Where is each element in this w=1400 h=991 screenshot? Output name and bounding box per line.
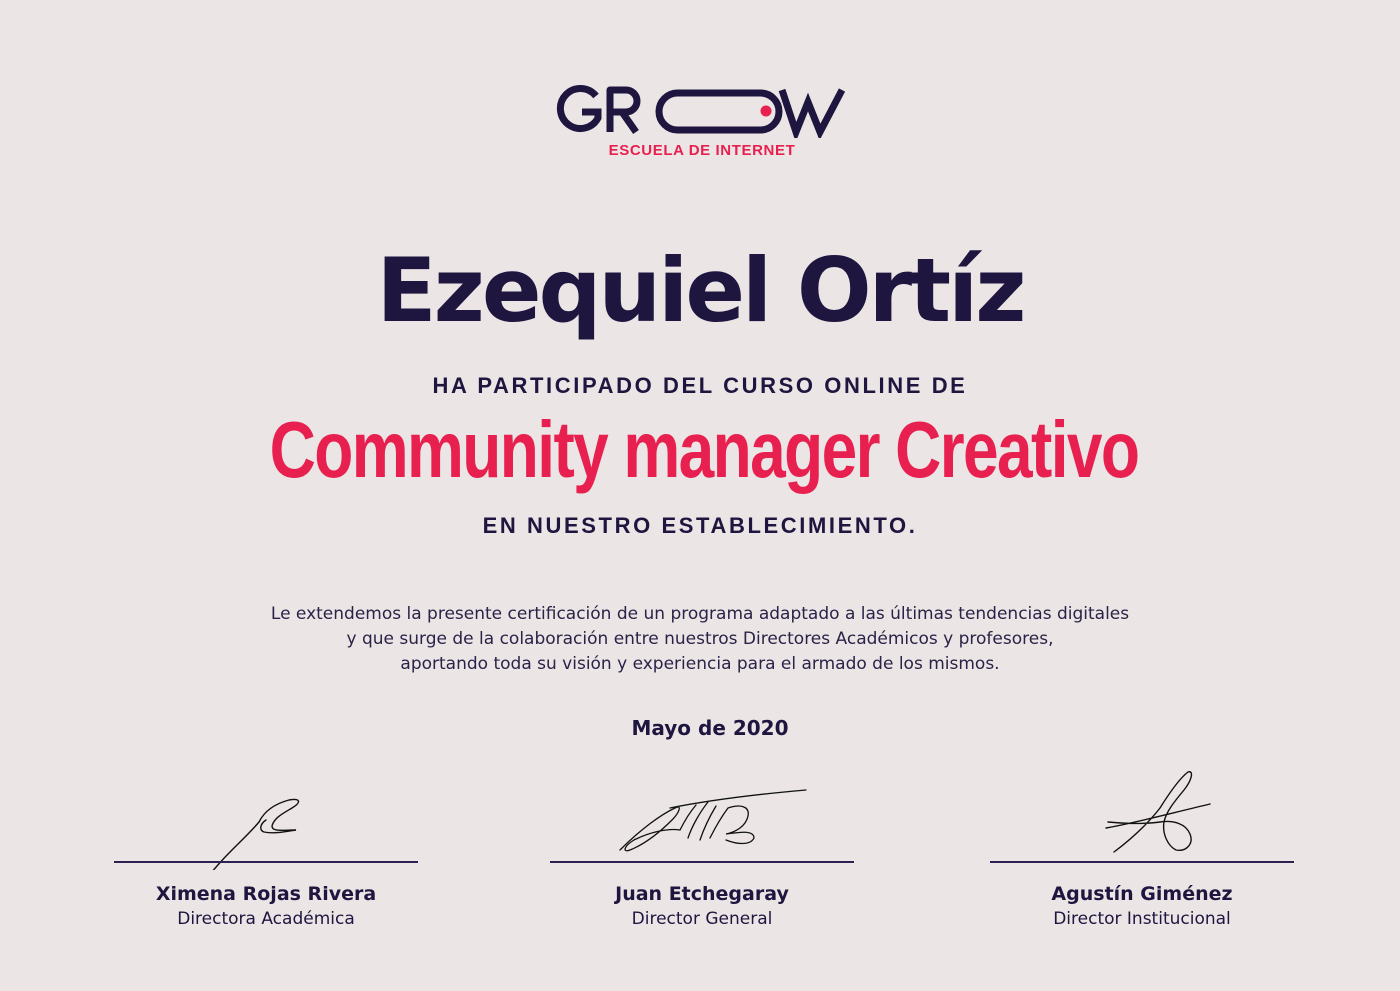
- signature-block-academic: [114, 760, 418, 940]
- establishment-statement: EN NUESTRO ESTABLECIMIENTO.: [482, 513, 918, 538]
- course-title: Community manager Creativo: [269, 405, 1139, 494]
- recipient-name: Ezequiel Ortíz: [376, 239, 1024, 342]
- signature-line: [114, 861, 418, 863]
- signer-name: Ximena Rojas Rivera: [155, 883, 377, 905]
- grow-wordmark-logo: [556, 82, 848, 138]
- signer-name: Agustín Giménez: [1051, 883, 1233, 905]
- signature-line: [990, 861, 1294, 863]
- description-line: Le extendemos la presente certificación de un programa adaptado a las últimas tendencias digitales: [270, 604, 1130, 624]
- signature-line: [550, 861, 854, 863]
- signature-image: [114, 760, 418, 870]
- signature-block-institutional: [990, 760, 1294, 940]
- grow-logo: [556, 82, 848, 164]
- participation-statement: HA PARTICIPADO DEL CURSO ONLINE DE: [432, 373, 968, 398]
- logo-tagline: ESCUELA DE INTERNET: [608, 142, 796, 159]
- certificate-description: [0, 602, 1400, 677]
- signature-block-general: [550, 760, 854, 940]
- signer-role: Director General: [631, 909, 773, 929]
- certificate-date: Mayo de 2020: [631, 716, 789, 740]
- signer-name: Juan Etchegaray: [615, 883, 789, 905]
- description-line: y que surge de la colaboración entre nuestros Directores Académicos y profesores,: [346, 629, 1054, 649]
- signature-image: [550, 760, 854, 870]
- description-line: aportando toda su visión y experiencia para el armado de los mismos.: [400, 654, 1000, 674]
- signer-role: Directora Académica: [177, 909, 355, 929]
- signer-role: Director Institucional: [1053, 909, 1231, 929]
- signature-image: [990, 760, 1294, 870]
